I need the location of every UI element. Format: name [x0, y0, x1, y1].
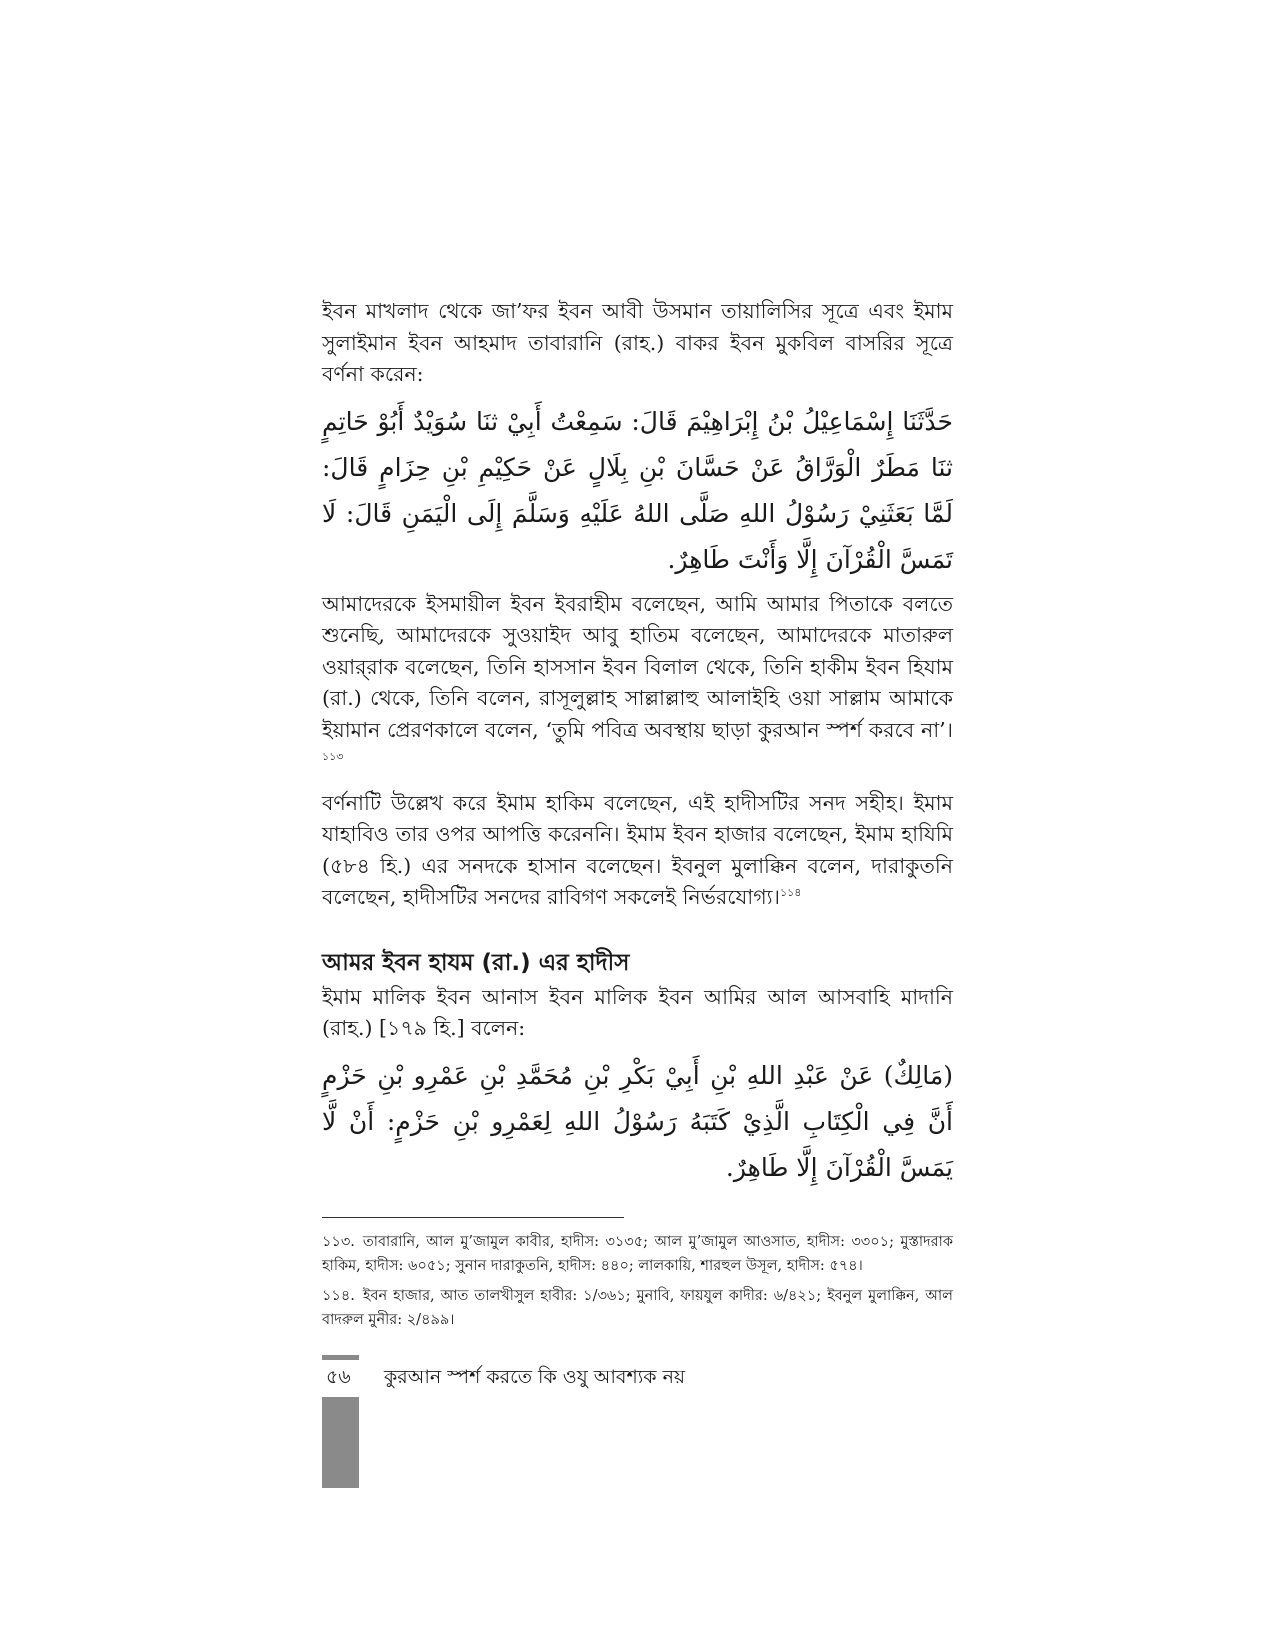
- page-footer: [322, 1355, 953, 1485]
- intro-paragraph: ইবন মাখলাদ থেকে জা’ফর ইবন আবী উসমান তায়ালিসির সূত্রে এবং ইমাম সুলাইমান ইবন আহমাদ তাবারানি (রাহ.) বাকর ইবন মুকবিল বাসরির সূত্রে বর্ণনা করেন:: [322, 299, 953, 386]
- footnote-ref-114[interactable]: ১১৪: [779, 886, 802, 900]
- footnote-number: ১১৩.: [322, 1233, 355, 1250]
- footnote-113: [322, 1230, 953, 1278]
- arabic-hadith-1: حَدَّثَنَا إِسْمَاعِيْلُ بْنُ إِبْرَاهِيْمَ قَالَ: سَمِعْتُ أَبِيْ ثنَا سُوَيْدٌ أَبُوْ حَاتِمٍ ثنَا مَطَرٌ الْوَرَّاقُ عَنْ حَسَّانَ بْنِ بِلَالٍ عَنْ حَكِيْمِ بْنِ حِزَامٍ قَالَ: لَمَّا بَعَثَنِيْ رَسُوْلُ اللهِ صَلَّى اللهُ عَلَيْهِ وَسَلَّمَ إِلَى الْيَمَنِ قَالَ: لَا تَمَسَّ الْقُرْآنَ إِلَّا وَأَنْتَ طَاهِرٌ.: [322, 406, 953, 574]
- footnote-ref-113[interactable]: ১১৩: [322, 750, 344, 764]
- footnote-number: ১১৪.: [322, 1287, 355, 1304]
- footnote-text: ইবন হাজার, আত তালখীসুল হাবীর: ১/৩৬১; মুনাবি, ফায়যুল কাদীর: ৬/৪২১; ইবনুল মুলাক্কিন, আল বাদরুল মুনীর: ২/৪৯৯।: [322, 1287, 953, 1328]
- footnote-divider: [322, 1217, 624, 1218]
- footnote-114: [322, 1284, 953, 1332]
- arabic-hadith-2: (مَالِكٌ) عَنْ عَبْدِ اللهِ بْنِ أَبِيْ بَكْرِ بْنِ مُحَمَّدِ بْنِ عَمْرِو بْنِ حَزْمٍ أَنَّ فِي الْكِتَابِ الَّذِيْ كَتَبَهُ رَسُوْلُ اللهِ لِعَمْرِو بْنِ حَزْمٍ: أَنْ لَّا يَمَسَّ الْقُرْآنَ إِلَّا طَاهِرٌ.: [322, 1060, 953, 1182]
- folio-bar-top: [322, 1355, 359, 1360]
- translation-paragraph: [322, 589, 953, 778]
- running-title: কুরআন স্পর্শ করতে কি ওযু আবশ্যক নয়: [384, 1366, 686, 1388]
- translation-text: আমাদেরকে ইসমায়ীল ইবন ইবরাহীম বলেছেন, আমি আমার পিতাকে বলতে শুনেছি, আমাদেরকে সুওয়াইদ আবু হাতিম বলেছেন, আমাদেরকে মাতারুল ওয়ার্‌রাক বলেছেন, তিনি হাসসান ইবন বিলাল থেকে, তিনি হাকীম ইবন হিযাম (রা.) থেকে, তিনি বলেন, রাসূলুল্লাহ সাল্লাল্লাহু আলাইহি ওয়া সাল্লাম আমাকে ইয়ামান প্রেরণকালে বলেন, ‘তুমি পবিত্র অবস্থায় ছাড়া কুরআন স্পর্শ করবে না’।: [322, 591, 953, 742]
- folio-bar: [322, 1397, 359, 1488]
- intro-paragraph-2: ইমাম মালিক ইবন আনাস ইবন মালিক ইবন আমির আল আসবাহি মাদানি (রাহ.) [১৭৯ হি.] বলেন:: [322, 984, 953, 1040]
- footnote-text: তাবারানি, আল মু’জামুল কাবীর, হাদীস: ৩১৩৫; আল মু’জামুল আওসাত, হাদীস: ৩৩০১; মুস্তাদরাক হাকিম, হাদীস: ৬০৫১; সুনান দারাকুতনি, হাদীস: ৪৪০; লালকায়ি, শারহুল উসূল, হাদীস: ৫৭৪।: [322, 1233, 953, 1274]
- commentary-paragraph: [322, 788, 953, 914]
- section-heading: আমর ইবন হাযম (রা.) এর হাদীস: [322, 949, 630, 976]
- page-body: [322, 296, 953, 1338]
- page-number: ৫৬: [326, 1366, 351, 1388]
- commentary-text: বর্ণনাটি উল্লেখ করে ইমাম হাকিম বলেছেন, এই হাদীসটির সনদ সহীহ। ইমাম যাহাবিও তার ওপর আপত্তি করেননি। ইমাম ইবন হাজার বলেছেন, ইমাম হাযিমি (৫৮৪ হি.) এর সনদকে হাসান বলেছেন। ইবনুল মুলাক্কিন বলেন, দারাকুতনি বলেছেন, হাদীসটির সনদের রাবিগণ সকলেই নির্ভরযোগ্য।: [322, 790, 953, 909]
